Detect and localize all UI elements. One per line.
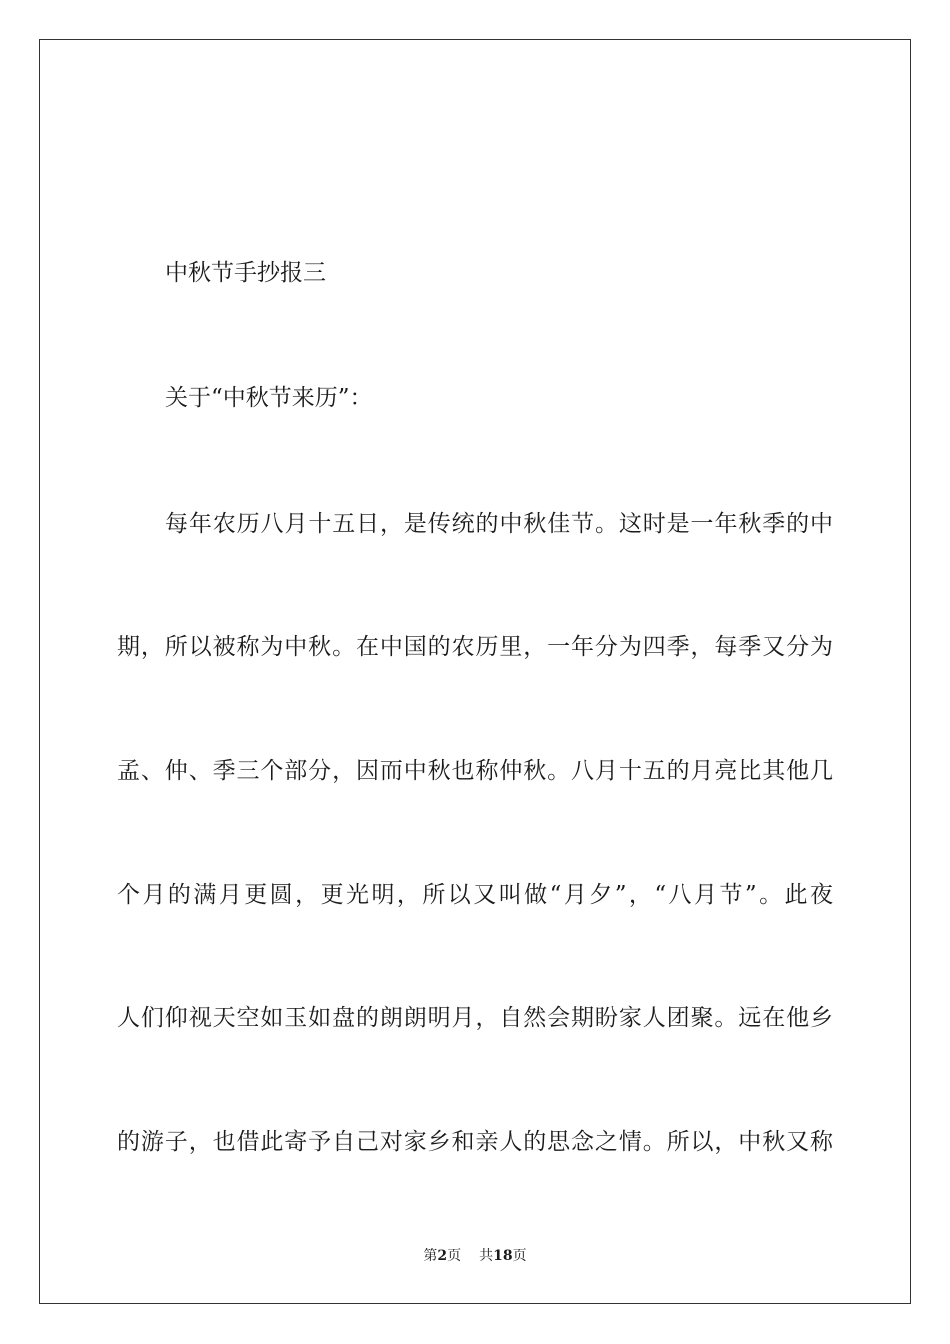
paragraph-line: 每年农历八月十五日，是传统的中秋佳节。这时是一年秋季的中	[165, 511, 833, 537]
document-subheading: 关于“中秋节来历”：	[165, 385, 373, 411]
page-footer	[0, 1247, 950, 1265]
page-prefix: 第	[423, 1248, 438, 1264]
page-border	[39, 39, 911, 1304]
document-heading: 中秋节手抄报三	[165, 260, 326, 286]
paragraph-line: 人们仰视天空如玉如盘的朗朗明月，自然会期盼家人团聚。远在他乡	[117, 1005, 833, 1031]
paragraph-line: 期，所以被称为中秋。在中国的农历里，一年分为四季，每季又分为	[117, 634, 833, 660]
total-suffix: 页	[512, 1248, 527, 1264]
page-number: 2	[437, 1248, 448, 1264]
total-prefix: 共	[479, 1248, 494, 1264]
paragraph-line: 的游子，也借此寄予自己对家乡和亲人的思念之情。所以，中秋又称	[117, 1129, 833, 1155]
total-pages: 18	[493, 1248, 513, 1264]
paragraph-line: 孟、仲、季三个部分，因而中秋也称仲秋。八月十五的月亮比其他几	[117, 758, 833, 784]
page-suffix: 页	[447, 1248, 462, 1264]
paragraph-line: 个月的满月更圆，更光明，所以又叫做“月夕”，“八月节”。此夜	[117, 882, 833, 908]
